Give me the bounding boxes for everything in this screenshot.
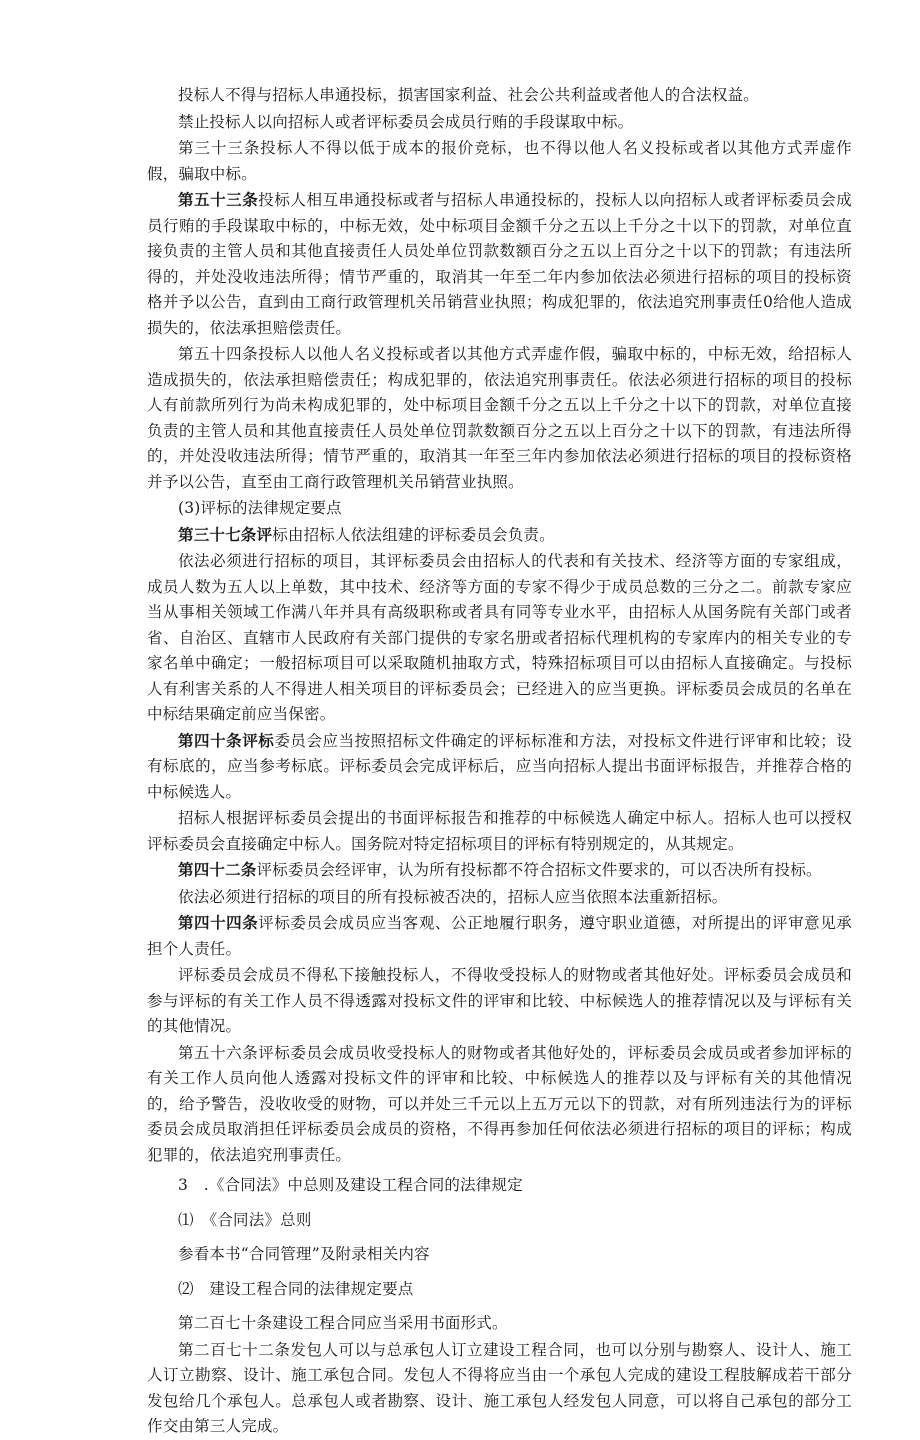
paragraph-2: 禁止投标人以向招标人或者评标委员会成员行贿的手段谋取中标。 xyxy=(178,112,634,131)
subsection-heading: ⑴ 《合同法》总则 xyxy=(178,1210,312,1229)
paragraph-13: 第四十四条评标委员会成员应当客观、公正地履行职务，遵守职业道德，对所提出的评审意见承担个人责任。 xyxy=(147,913,852,958)
paragraph-7: 第三十七条评标由招标人依法组建的评标委员会负责。 xyxy=(178,524,555,544)
paragraph-15: 第五十六条评标委员会成员收受投标人的财物或者其他好处的，评标委员会成员或者参加评标的有关工作人员向他人透露对投标文件的评审和比较、中标候选人的推荐以及与评标有关的其他情况的，给予警告，没收收受的财物，可以并处三千元以上五万元以下的罚款，对有所列违法行为的评标委员会成员取消担任评标委员会成员的资格，不得再参加任何依法必须进行招标的项目的评标；构成犯罪的，依法追究刑事责任。 xyxy=(147,1043,852,1164)
section-heading: (3)评标的法律规定要点 xyxy=(178,499,342,517)
paragraph-8: 依法必须进行招标的项目，其评标委员会由招标人的代表和有关技术、经济等方面的专家组成，成员人数为五人以上单数，其中技术、经济等方面的专家不得少于成员总数的三分之二。前款专家应当从事相关领域工作满八年并具有高级职称或者具有同等专业水平，由招标人从国务院有关部门或者省、自治区、直辖市人民政府有关部门提供的专家名册或者招标代理机构的专家库内的相关专业的专家名单中确定；一般招标项目可以采取随机抽取方式，特殊招标项目可以由招标人直接确定。与投标人有利害关系的人不得进人相关项目的评标委员会；已经进入的应当更换。评标委员会成员的名单在中标结果确定前应当保密。 xyxy=(147,552,852,723)
paragraph-4: 第五十三条投标人相互串通投标或者与招标人串通投标的，投标人以向招标人或者评标委员会成员行贿的手段谋取中标的，中标无效，处中标项目金额千分之五以上千分之十以下的罚款，对单位直接负责的主管人员和其他直接责任人员处单位罚款数额百分之五以上百分之十以下的罚款；有违法所得的，并处没收违法所得；情节严重的，取消其一年至二年内参加依法必须进行招标的项目的投标资格并予以公告，直到由工商行政管理机关吊销营业执照；构成犯罪的，依法追究刑事责任0给他人造成损失的，依法承担赔偿责任。 xyxy=(147,190,852,337)
paragraph-18: 参看本书“合同管理”及附录相关内容 xyxy=(178,1245,430,1263)
paragraph-10: 招标人根据评标委员会提出的书面评标报告和推荐的中标候选人确定中标人。招标人也可以授权评标委员会直接确定中标人。国务院对特定招标项目的评标有特别规定的，从其规定。 xyxy=(147,809,852,853)
paragraph-14: 评标委员会成员不得私下接触投标人，不得收受投标人的财物或者其他好处。评标委员会成员和参与评标的有关工作人员不得透露对投标文件的评审和比较、中标候选人的推荐情况以及与评标有关的其他情况。 xyxy=(147,966,852,1035)
paragraph-9: 第四十条评标委员会应当按照招标文件确定的评标标准和方法，对投标文件进行评审和比较；设有标底的，应当参考标底。评标委员会完成评标后，应当向招标人提出书面评标报告，并推荐合格的中标候选人。 xyxy=(147,730,853,801)
paragraph-21: 第二百七十二条发包人可以与总承包人订立建设工程合同，也可以分别与勘察人、设计人、施工人订立勘察、设计、施工承包合同。发包人不得将应当由一个承包人完成的建设工程肢解成若干部分发包给几个承包人。总承包人或者勘察、设计、施工承包人经发包人同意，可以将自己承包的部分工作交由第三人完成。 xyxy=(147,1340,852,1435)
paragraph-20: 第二百七十条建设工程合同应当采用书面形式。 xyxy=(178,1314,508,1332)
subsection-heading: ⑵ 建设工程合同的法律规定要点 xyxy=(178,1279,414,1298)
section-heading: 3 .《合同法》中总则及建设工程合同的法律规定 xyxy=(178,1176,523,1194)
paragraph-11: 第四十二条评标委员会经评审，认为所有投标都不符合招标文件要求的，可以否决所有投标。 xyxy=(178,860,822,879)
document-page xyxy=(147,82,852,1440)
paragraph-1: 投标人不得与招标人串通投标，损害国家利益、社会公共利益或者他人的合法权益。 xyxy=(178,86,759,104)
paragraph-3: 第三十三条投标人不得以低于成本的报价竞标，也不得以他人名义投标或者以其他方式弄虚作假，骗取中标。 xyxy=(147,139,852,183)
paragraph-5: 第五十四条投标人以他人名义投标或者以其他方式弄虚作假，骗取中标的，中标无效，给招标人造成损失的，依法承担赔偿责任；构成犯罪的，依法追究刑事责任。依法必须进行招标的项目的投标人有前款所列行为尚未构成犯罪的，处中标项目金额千分之五以上千分之十以下的罚款，对单位直接负责的主管人员和其他直接责任人员处单位罚款数额百分之五以上百分之十以下的罚款，有违法所得的，并处没收违法所得；情节严重的，取消其一年至三年内参加依法必须进行招标的项目的投标资格并予以公告，直至由工商行政管理机关吊销营业执照。 xyxy=(147,345,852,491)
paragraph-12: 依法必须进行招标的项目的所有投标被否决的，招标人应当依照本法重新招标。 xyxy=(178,887,728,906)
